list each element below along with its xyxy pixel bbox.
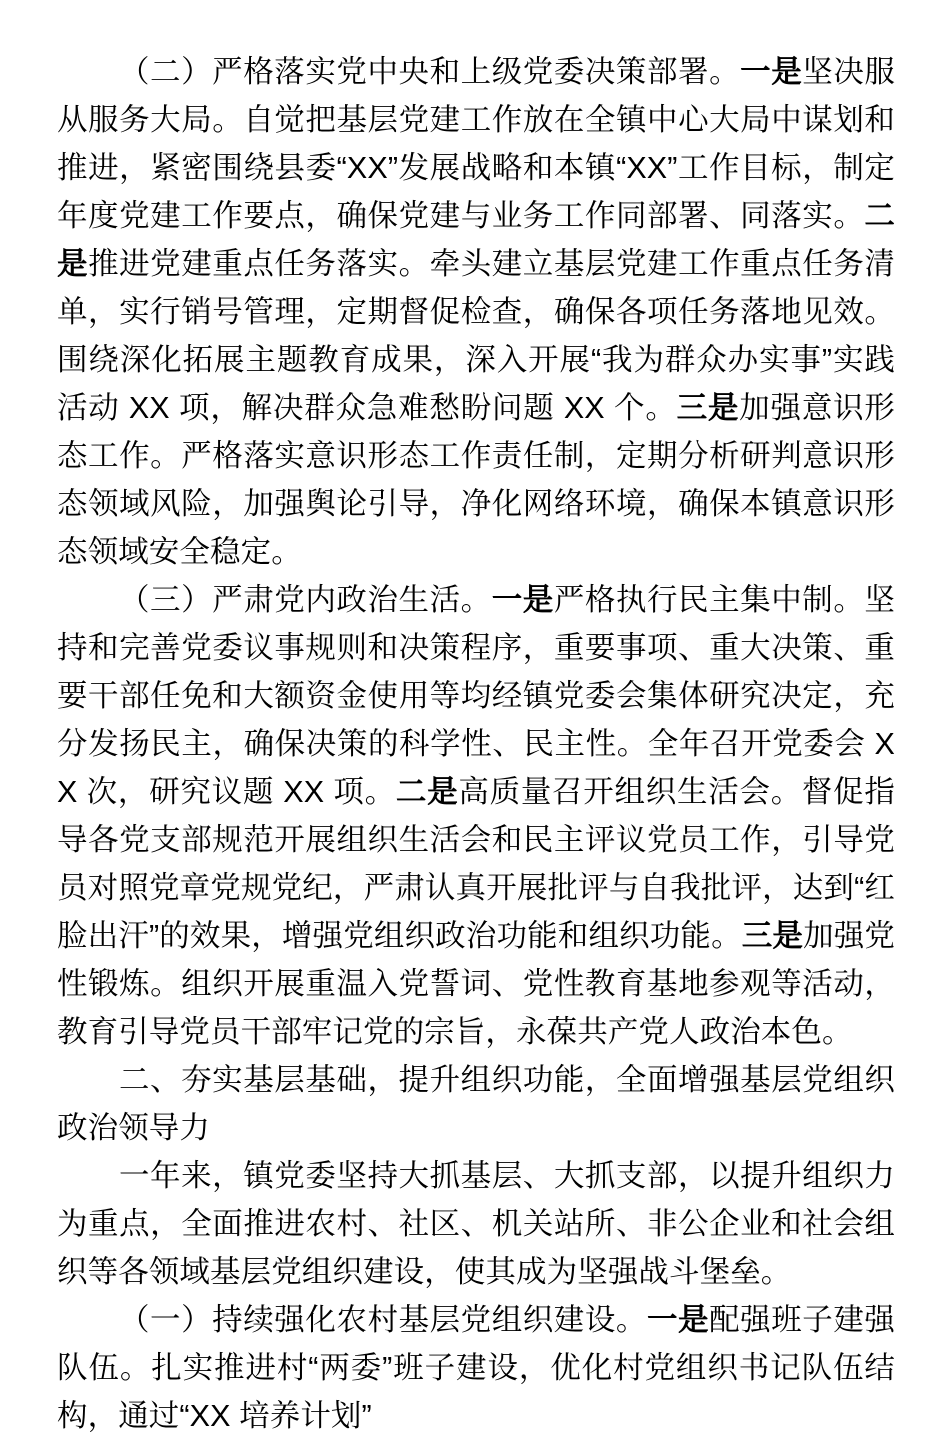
para-section-2-intro (57, 1152, 895, 1296)
emphasis-run: 一是 (491, 583, 554, 617)
text-run: 配强班子建强队伍。扎实推进村“两委”班子建设，优化村党组织书记队伍结构，通过“XX 培养计划” (57, 1303, 895, 1433)
text-run: （三）严肃党内政治生活。 (119, 583, 492, 617)
text-run: 推进党建重点任务落实。牵头建立基层党建工作重点任务清单，实行销号管理，定期督促检查，确保各项任务落地见效。围绕深化拓展主题教育成果，深入开展“我为群众办实事”实践活动 XX 项，解决群众急难愁盼问题 XX 个。 (57, 247, 895, 425)
text-run: （一）持续强化农村基层党组织建设。 (119, 1303, 647, 1337)
text-run: 严格执行民主集中制。坚持和完善党委议事规则和决策程序，重要事项、重大决策、重要干部任免和大额资金使用等均经镇党委会集体研究决定，充分发扬民主，确保决策的科学性、民主性。全年召开党委会 XX 次，研究议题 XX 项。 (57, 583, 896, 809)
text-run: 加强党性锻炼。组织开展重温入党誓词、党性教育基地参观等活动，教育引导党员干部牢记党的宗旨，永葆共产党人政治本色。 (57, 919, 895, 1049)
text-run: 二、夯实基层基础，提升组织功能，全面增强基层党组织政治领导力 (57, 1063, 895, 1145)
emphasis-run: 二是 (395, 775, 459, 809)
emphasis-run: 二是 (57, 199, 895, 281)
para-section-2-2 (57, 48, 895, 576)
para-heading-2 (57, 1056, 895, 1152)
emphasis-run: 一是 (646, 1303, 710, 1337)
text-run: （二）严格落实党中央和上级党委决策部署。 (119, 55, 741, 89)
text-run: 一年来，镇党委坚持大抓基层、大抓支部，以提升组织力为重点，全面推进农村、社区、机关站所、非公企业和社会组织等各领域基层党组织建设，使其成为坚强战斗堡垒。 (57, 1159, 895, 1289)
emphasis-run: 三是 (741, 919, 804, 953)
text-run: 坚决服从服务大局。自觉把基层党建工作放在全镇中心大局中谋划和推进，紧密围绕县委“XX”发展战略和本镇“XX”工作目标，制定年度党建工作要点，确保党建与业务工作同部署、同落实。 (57, 55, 895, 233)
emphasis-run: 三是 (676, 391, 740, 425)
para-section-2-3 (57, 576, 895, 1056)
text-run: 高质量召开组织生活会。督促指导各党支部规范开展组织生活会和民主评议党员工作，引导党员对照党章党规党纪，严肃认真开展批评与自我批评，达到“红脸出汗”的效果，增强党组织政治功能和组织功能。 (57, 775, 896, 953)
emphasis-run: 一是 (740, 55, 803, 89)
text-run: 加强意识形态工作。严格落实意识形态工作责任制，定期分析研判意识形态领域风险，加强舆论引导，净化网络环境，确保本镇意识形态领域安全稳定。 (57, 391, 896, 569)
document-body (57, 48, 895, 1440)
para-section-3-1 (57, 1296, 895, 1440)
